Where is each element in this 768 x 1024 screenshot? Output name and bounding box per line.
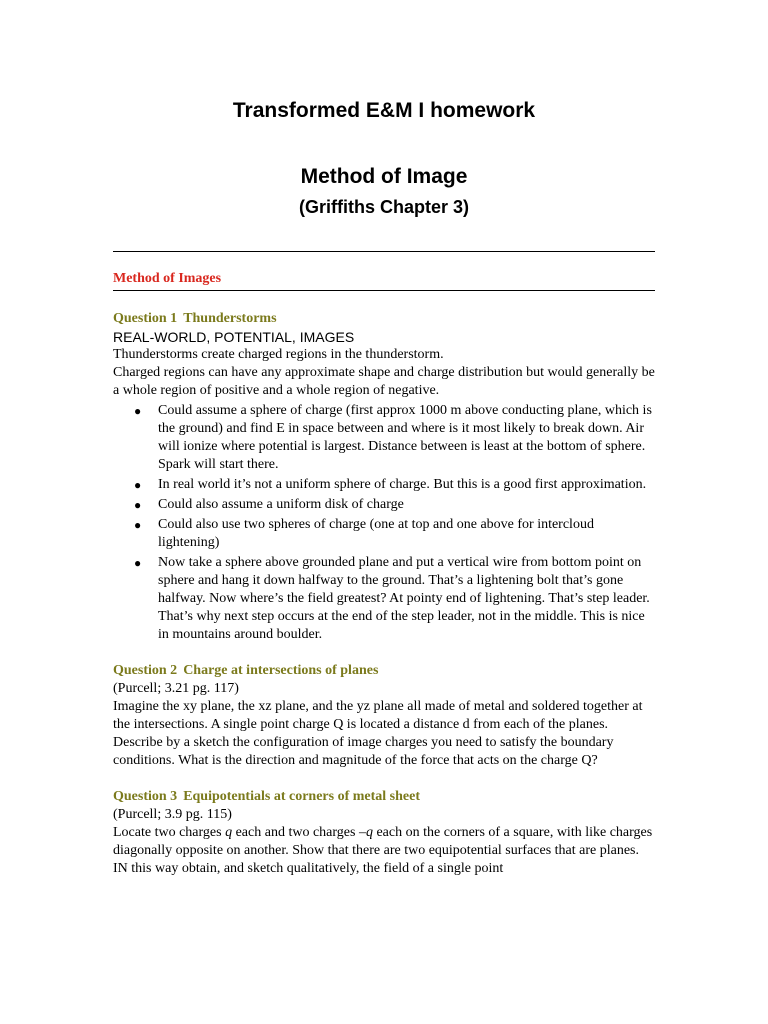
- question-2-number: Question 2: [113, 663, 178, 678]
- question-1-tags: REAL-WORLD, POTENTIAL, IMAGES: [113, 329, 355, 345]
- question-1-heading: [113, 310, 655, 328]
- list-item-text: In real world it’s not a uniform sphere of charge. But this is a good first approximation.: [158, 477, 647, 492]
- question-2-heading: [113, 662, 655, 680]
- question-3-text: [113, 824, 655, 878]
- bullet-icon: ●: [134, 518, 142, 532]
- charge-symbol: q: [225, 825, 233, 840]
- bullet-icon: ●: [134, 404, 142, 418]
- question-3-reference: (Purcell; 3.9 pg. 115): [113, 807, 232, 822]
- question-1-title: Thunderstorms: [183, 311, 277, 326]
- list-item: [134, 554, 655, 644]
- bullet-icon: ●: [134, 478, 142, 492]
- list-item: [134, 476, 655, 494]
- list-item-text: Could also assume a uniform disk of charge: [158, 497, 404, 512]
- question-3-number: Question 3: [113, 789, 178, 804]
- list-item: [134, 402, 655, 474]
- chapter-reference: (Griffiths Chapter 3): [298, 197, 469, 217]
- charge-symbol: q: [365, 825, 373, 840]
- bullet-icon: ●: [134, 498, 142, 512]
- question-3: [113, 788, 655, 878]
- question-1-number: Question 1: [113, 311, 178, 326]
- question-1-line-2: Charged regions can have any approximate shape and charge distribution but would generally be a whole region of positive and a whole region of negative.: [113, 365, 655, 398]
- list-item: [134, 516, 655, 552]
- document-title: Transformed E&M I homework: [232, 99, 536, 122]
- list-item-text: Could also use two spheres of charge (one at top and one above for intercloud lightening): [158, 517, 594, 550]
- document-subtitle: Method of Image: [300, 165, 468, 188]
- question-3-text-part: Locate two charges: [113, 825, 226, 840]
- question-3-title: Equipotentials at corners of metal sheet: [183, 789, 420, 804]
- question-3-text-part: each and two charges –: [232, 825, 366, 840]
- bullet-icon: ●: [134, 556, 142, 570]
- question-1-line-1: Thunderstorms create charged regions in the thunderstorm.: [113, 347, 444, 362]
- list-item-text: Now take a sphere above grounded plane and put a vertical wire from bottom point on sphere and hang it down halfway to the ground. That’s a lightening bolt that’s gone halfway. Now where’s the field greatest? At pointy end of lightening. That’s step leader. That’s why next step occurs at the end of the step leader, not in the middle. This is nice in mountains around boulder.: [158, 555, 650, 642]
- list-item-text: Could assume a sphere of charge (first approx 1000 m above conducting plane, which is the ground) and find E in space between and where is it most likely to break down. Air will ionize where potential is largest. Distance between is least at the bottom of sphere. Spark will start there.: [158, 403, 652, 472]
- list-item: [134, 496, 655, 514]
- section-heading: Method of Images: [113, 271, 222, 286]
- question-1: [113, 310, 655, 644]
- question-1-bullet-list: [113, 402, 655, 644]
- question-2-text: Imagine the xy plane, the xz plane, and the yz plane all made of metal and soldered together at the intersections. A single point charge Q is located a distance d from each of the planes. Describe by a sketch the configuration of image charges you need to satisfy the boundary conditions. What is the direction and magnitude of the force that acts on the charge Q?: [113, 699, 643, 768]
- question-2-title: Charge at intersections of planes: [183, 663, 379, 678]
- question-2-reference: (Purcell; 3.21 pg. 117): [113, 681, 239, 696]
- document-page: [113, 96, 655, 878]
- question-3-text-part: each on the corners of a square, with like charges diagonally opposite on another. Show that there are two equipotential surfaces that are planes. IN this way obtain, and sketch qualitatively, the field of a single point: [113, 825, 653, 876]
- question-3-heading: [113, 788, 655, 806]
- question-2: [113, 662, 655, 770]
- divider-section: [113, 290, 655, 291]
- divider-top: [113, 251, 655, 252]
